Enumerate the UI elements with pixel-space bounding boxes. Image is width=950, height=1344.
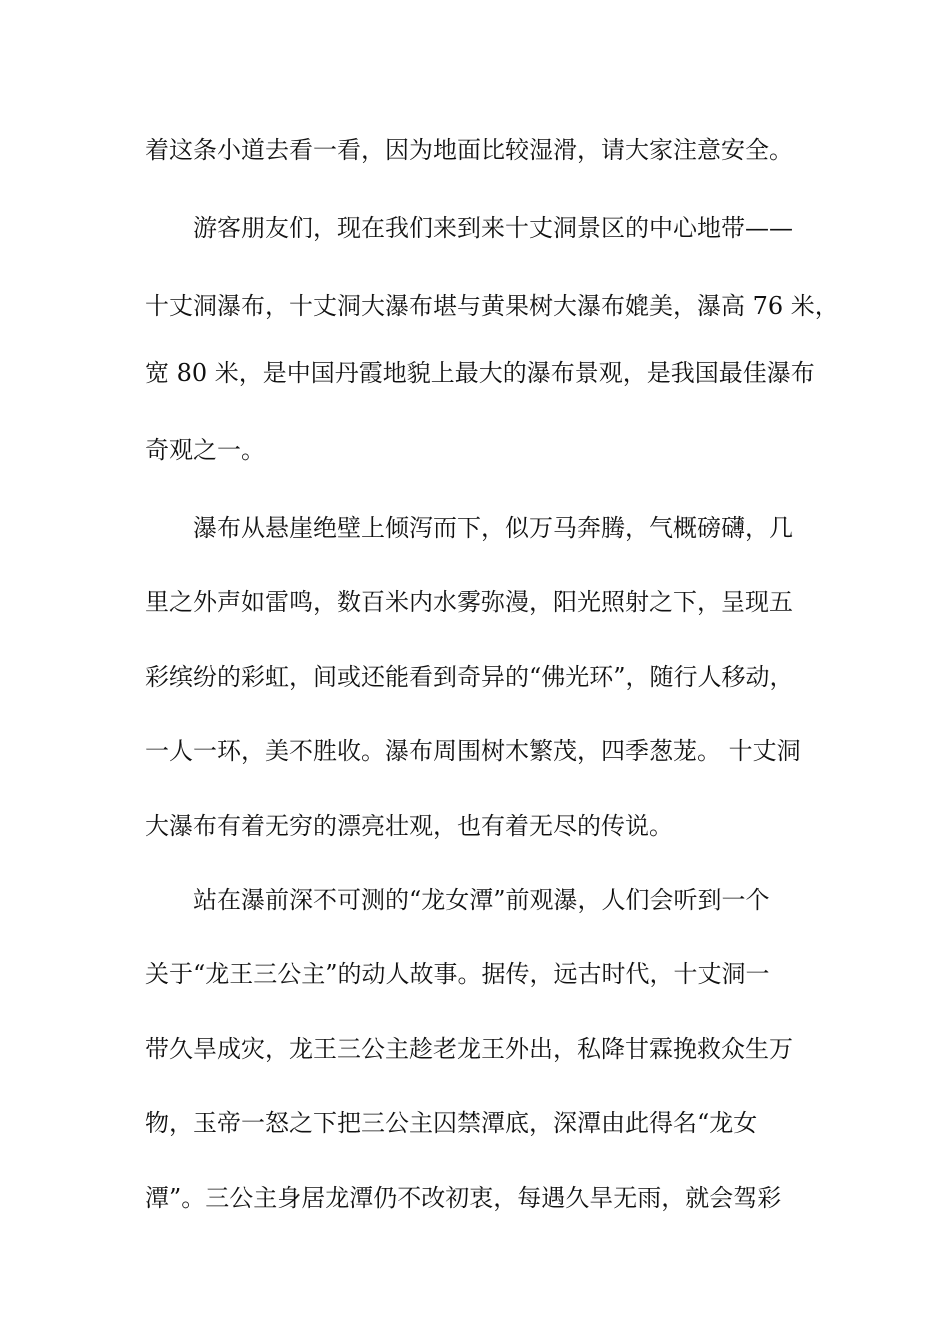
text-line: 十丈洞瀑布，十丈洞大瀑布堪与黄果树大瀑布媲美，瀑高 76 米， <box>145 292 839 320</box>
text-line: 里之外声如雷鸣，数百米内水雾弥漫，阳光照射之下，呈现五 <box>145 588 793 616</box>
text-line: 彩缤纷的彩虹，间或还能看到奇异的“佛光环”，随行人移动， <box>145 663 794 691</box>
text-line: 带久旱成灾，龙王三公主趁老龙王外出，私降甘霖挽救众生万 <box>145 1035 793 1063</box>
paragraph-start-line: 站在瀑前深不可测的“龙女潭”前观瀑，人们会听到一个 <box>193 886 770 914</box>
text-line: 潭”。三公主身居龙潭仍不改初衷，每遇久旱无雨，就会驾彩 <box>145 1184 782 1212</box>
text-line: 关于“龙王三公主”的动人故事。据传，远古时代，十丈洞一 <box>145 960 770 988</box>
text-line: 奇观之一。 <box>145 436 265 464</box>
paragraph-start-line: 瀑布从悬崖绝壁上倾泻而下，似万马奔腾，气概磅礴，几 <box>193 514 793 542</box>
paragraph-start-line: 游客朋友们，现在我们来到来十丈洞景区的中心地带—— <box>193 214 793 242</box>
text-line: 物，玉帝一怒之下把三公主囚禁潭底，深潭由此得名“龙女 <box>145 1109 758 1137</box>
text-line: 着这条小道去看一看，因为地面比较湿滑，请大家注意安全。 <box>145 136 793 164</box>
text-line: 宽 80 米，是中国丹霞地貌上最大的瀑布景观，是我国最佳瀑布 <box>145 359 815 387</box>
text-line: 一人一环，美不胜收。瀑布周围树木繁茂，四季葱茏。 十丈洞 <box>145 737 801 765</box>
text-line: 大瀑布有着无穷的漂亮壮观，也有着无尽的传说。 <box>145 812 673 840</box>
